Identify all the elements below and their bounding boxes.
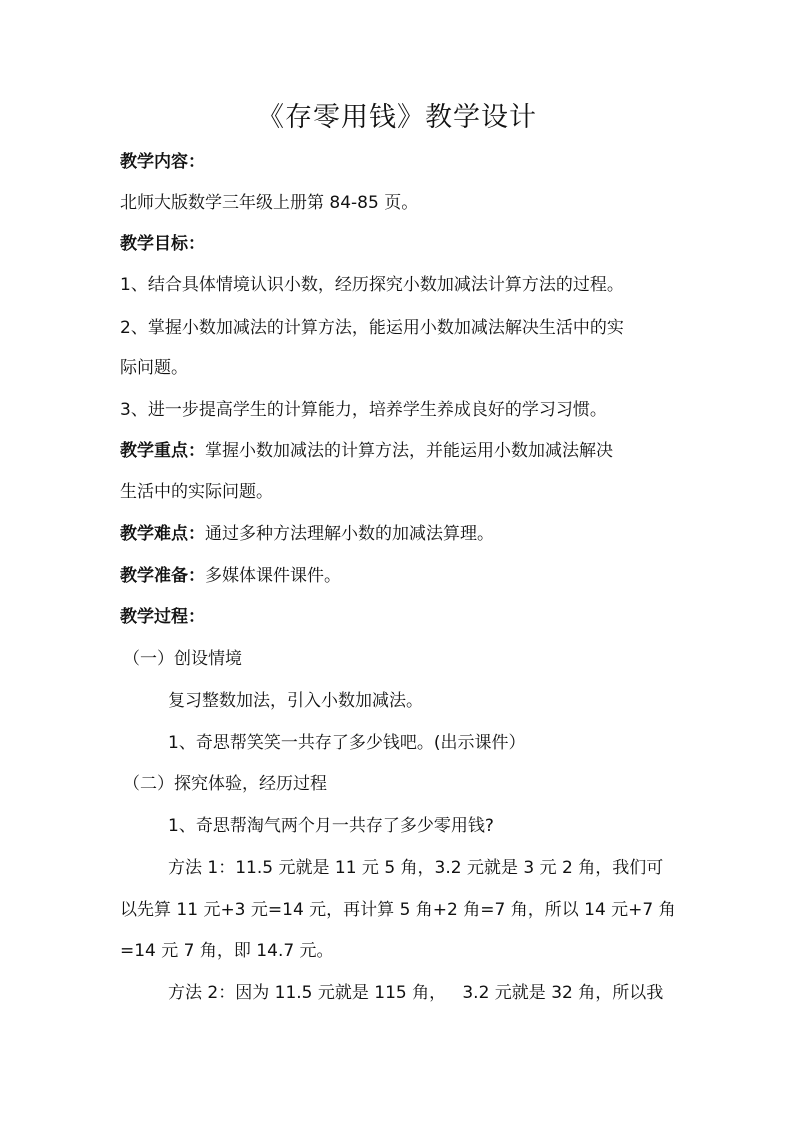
difficulty-label: 教学难点： (120, 524, 205, 544)
difficulty-text: 通过多种方法理解小数的加减法算理。 (205, 524, 494, 544)
method-1-line-1: 方法 1：11.5 元就是 11 元 5 角，3.2 元就是 3 元 2 角，我们可 (168, 858, 664, 878)
method-1-line-3: =14 元 7 角，即 14.7 元。 (120, 941, 334, 961)
key-point-line-1 (120, 437, 690, 465)
preparation-label: 教学准备： (120, 566, 205, 586)
goal-1: 1、结合具体情境认识小数，经历探究小数加减法计算方法的过程。 (120, 275, 624, 295)
goal-3: 3、进一步提高学生的计算能力，培养学生养成良好的学习习惯。 (120, 400, 607, 420)
method-1-line-2: 以先算 11 元+3 元=14 元，再计算 5 角+2 角=7 角，所以 14 元+7 角 (120, 900, 676, 920)
key-point-line-2: 生活中的实际问题。 (120, 482, 273, 502)
process-heading: 教学过程： (120, 607, 205, 627)
section-2-paragraph-1: 1、奇思帮淘气两个月一共存了多少零用钱? (168, 816, 494, 836)
key-point-label: 教学重点： (120, 441, 205, 461)
content-heading: 教学内容： (120, 152, 205, 172)
key-point-text: 掌握小数加减法的计算方法，并能运用小数加减法解决 (205, 441, 613, 461)
preparation-line (120, 562, 690, 590)
content-text: 北师大版数学三年级上册第 84-85 页。 (120, 193, 419, 213)
method-2-line-1: 方法 2：因为 11.5 元就是 115 角， 3.2 元就是 32 角，所以我 (168, 983, 664, 1003)
difficulty-line (120, 520, 690, 548)
goal-2-line-2: 际问题。 (120, 358, 188, 378)
document-title: 《存零用钱》教学设计 (257, 102, 537, 133)
section-1-heading: （一）创设情境 (123, 649, 242, 669)
preparation-text: 多媒体课件课件。 (205, 566, 341, 586)
section-2-heading: （二）探究体验，经历过程 (123, 774, 327, 794)
section-1-paragraph-1: 复习整数加法，引入小数加减法。 (168, 691, 423, 711)
goal-2-line-1: 2、掌握小数加减法的计算方法，能运用小数加减法解决生活中的实 (120, 318, 624, 338)
section-1-paragraph-2: 1、奇思帮笑笑一共存了多少钱吧。(出示课件） (168, 733, 526, 753)
goals-heading: 教学目标： (120, 234, 205, 254)
